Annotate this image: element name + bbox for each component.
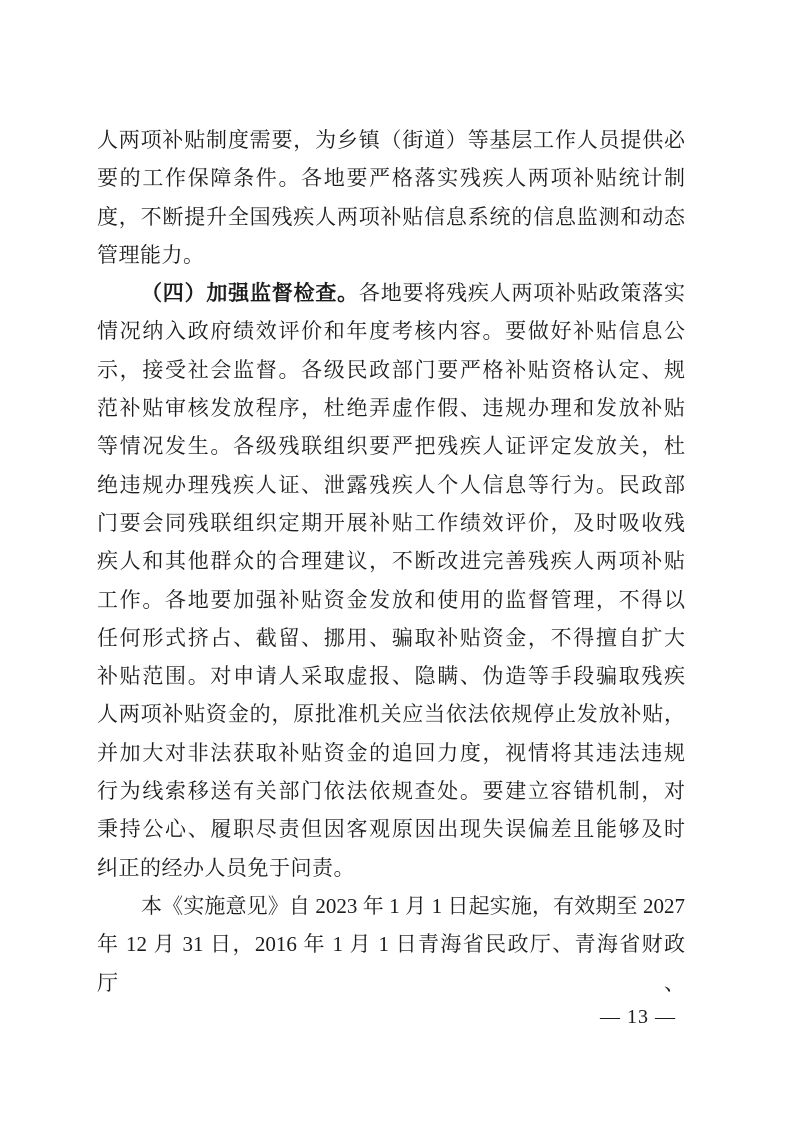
text-line — [97, 236, 685, 274]
document-body — [97, 121, 686, 995]
text-line — [97, 542, 685, 580]
text-line — [97, 810, 685, 848]
line-text: 等情况发生。各级残联组织要严把残疾人证评定发放关，杜 — [97, 434, 685, 459]
line-text: 疾人和其他群众的合理建议，不断改进完善残疾人两项补贴 — [97, 549, 685, 574]
line-text: 管理能力。 — [97, 242, 205, 267]
line-text: 情况纳入政府绩效评价和年度考核内容。要做好补贴信息公 — [97, 319, 685, 344]
text-line — [97, 887, 685, 925]
line-text: 纠正的经办人员免于问责。 — [97, 855, 355, 880]
text-line — [97, 389, 685, 427]
text-line — [97, 849, 685, 887]
line-text: 人两项补贴资金的，原批准机关应当依法依规停止发放补贴， — [97, 702, 685, 727]
text-line — [97, 466, 685, 504]
text-line — [97, 159, 685, 197]
line-text: 门要会同残联组织定期开展补贴工作绩效评价，及时吸收残 — [97, 510, 685, 535]
line-text: 年 12 月 31 日，2016 年 1 月 1 日青海省民政厅、青海省财政厅、 — [97, 932, 685, 995]
text-line — [97, 274, 685, 312]
line-text: 任何形式挤占、截留、挪用、骗取补贴资金，不得擅自扩大 — [97, 625, 685, 650]
text-line — [97, 504, 685, 542]
line-text: 要的工作保障条件。各地要严格落实残疾人两项补贴统计制 — [97, 166, 685, 191]
text-line — [97, 657, 685, 695]
line-text: 补贴范围。对申请人采取虚报、隐瞒、伪造等手段骗取残疾 — [97, 664, 685, 689]
line-text: 并加大对非法获取补贴资金的追回力度，视情将其违法违规 — [97, 740, 685, 765]
text-line — [97, 427, 685, 465]
line-text: 各地要将残疾人两项补贴政策落实 — [358, 281, 686, 306]
page-number: — 13 — — [600, 1006, 676, 1028]
line-text: 行为线索移送有关部门依法依规查处。要建立容错机制，对 — [97, 779, 685, 804]
text-line — [97, 695, 685, 733]
text-line — [97, 581, 685, 619]
text-line — [97, 198, 685, 236]
line-text: 秉持公心、履职尽责但因客观原因出现失误偏差且能够及时 — [97, 817, 685, 842]
text-line — [97, 351, 685, 389]
line-text: 示，接受社会监督。各级民政部门要严格补贴资格认定、规 — [97, 357, 685, 382]
line-text: 工作。各地要加强补贴资金发放和使用的监督管理，不得以 — [97, 587, 685, 612]
section-heading: （四）加强监督检查。 — [141, 281, 359, 306]
text-line — [97, 312, 685, 350]
line-text: 范补贴审核发放程序，杜绝弄虚作假、违规办理和发放补贴 — [97, 396, 685, 421]
text-line — [97, 925, 685, 995]
line-text: 人两项补贴制度需要，为乡镇（街道）等基层工作人员提供必 — [97, 128, 685, 152]
line-text: 度，不断提升全国残疾人两项补贴信息系统的信息监测和动态 — [97, 204, 685, 229]
line-text: 本《实施意见》自 2023 年 1 月 1 日起实施，有效期至 2027 — [141, 893, 685, 918]
text-line — [97, 619, 685, 657]
line-text: 绝违规办理残疾人证、泄露残疾人个人信息等行为。民政部 — [97, 472, 685, 497]
text-line — [97, 121, 685, 159]
text-line — [97, 772, 685, 810]
text-line — [97, 734, 685, 772]
